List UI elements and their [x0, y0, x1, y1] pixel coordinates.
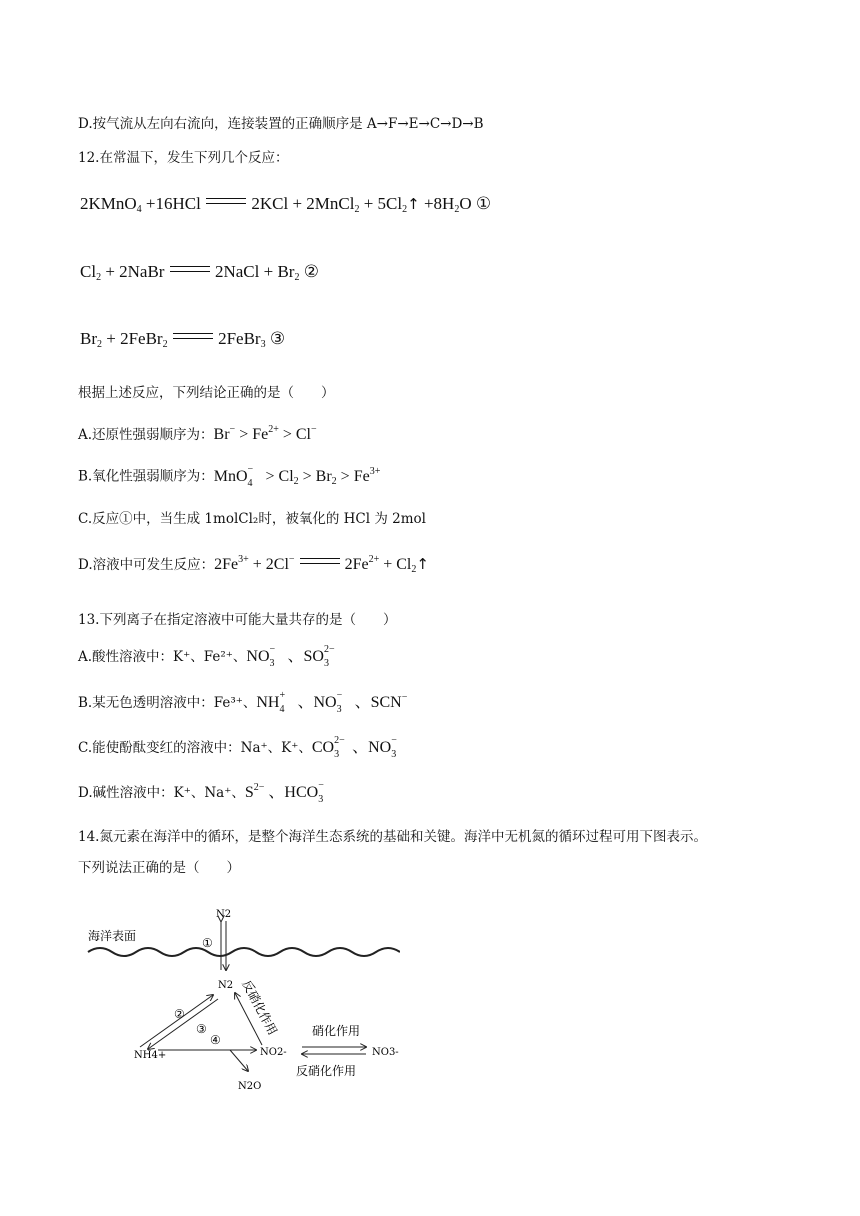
arrow-nh4-to-n2	[140, 995, 213, 1047]
no3-label: NO3-	[372, 1047, 399, 1058]
q12-option-d: D.溶液中可发生反应：$2Fe^{3+} + 2Cl^-$ $2Fe^{2+}$ + $Cl_2↑$	[78, 554, 429, 575]
option-a-label: A.酸性溶液中：K⁺、Fe²⁺、	[78, 649, 247, 665]
q12-option-a: A.还原性强弱顺序为：$Br^- > Fe^{2+} > Cl^-$	[78, 424, 317, 443]
option-a-label: A.还原性强弱顺序为：	[78, 427, 214, 443]
option-b-label: B.氧化性强弱顺序为：	[78, 468, 214, 485]
n2-mid-label: N2	[218, 980, 234, 991]
nh4-label: NH4+	[134, 1050, 167, 1061]
q13-option-a: A.酸性溶液中：K⁺、Fe²⁺、NO − 3 、SO 2− 3	[78, 644, 335, 670]
q14-stem-line-1: 14.氮元素在海洋中的循环，是整个海洋生态系统的基础和关键。海洋中无机氮的循环过程可用下图表示。	[78, 829, 707, 845]
sea-surface-label: 海洋表面	[88, 929, 137, 943]
nitrogen-cycle-diagram	[80, 895, 400, 1100]
arrow-to-n2o	[230, 1050, 248, 1071]
no2-label: NO2-	[260, 1047, 287, 1058]
mark-4: ④	[210, 1033, 221, 1047]
mark-1: ①	[202, 936, 213, 950]
q13-option-b: B.某无色透明溶液中：Fe³⁺、NH + 4 、NO − 3 、SCN−	[78, 690, 408, 716]
mark-3: ③	[196, 1022, 207, 1036]
eq1-mark: ①	[475, 194, 492, 213]
sea-surface-wave	[88, 948, 400, 956]
eq3-mark: ③	[269, 329, 286, 348]
mark-2: ②	[174, 1007, 185, 1021]
q12-equation-3: $Br_2$ + 2FeBr$_2$ 2FeBr$_3$ ③	[80, 329, 286, 350]
nitrification-label: 硝化作用	[312, 1024, 361, 1038]
q11-option-d: D.按气流从左向右流向，连接装置的正确顺序是 A→F→E→C→D→B	[78, 116, 484, 132]
option-d-label: D.溶液中可发生反应：	[78, 557, 215, 573]
q12-equation-1: 2KMnO$_4$ +16HCl 2KCl + 2MnCl$_2$ + $5Cl_2↑ +8H_2O$ ①	[80, 194, 492, 215]
q13-option-d: D.碱性溶液中：K⁺、Na⁺、$S^{2-}$ 、HCO − 3	[78, 780, 324, 806]
q12-option-b: B.氧化性强弱顺序为：MnO − 4 > $Cl_2 > Br_2 > Fe^{3+}$	[78, 464, 381, 489]
option-b-label: B.某无色透明溶液中：Fe³⁺、	[78, 695, 257, 711]
q12-stem: 12.在常温下，发生下列几个反应：	[78, 150, 289, 166]
n2o-label: N2O	[238, 1081, 262, 1092]
q12-equation-2: $Cl_2$ + 2NaBr 2NaCl + $Br_2$ ②	[80, 262, 319, 283]
q12-option-c: C.反应①中，当生成 1molCl₂时，被氧化的 HCl 为 2mol	[78, 511, 426, 527]
q14-stem-line-2: 下列说法正确的是（ ）	[78, 860, 240, 876]
q13-stem: 13.下列离子在指定溶液中可能大量共存的是（ ）	[78, 612, 397, 628]
denitrification-diagonal-label: 反硝化作用	[239, 977, 280, 1038]
q13-option-c: C.能使酚酞变红的溶液中：Na⁺、K⁺、CO 2− 3 、NO − 3	[78, 735, 397, 761]
eq2-mark: ②	[303, 262, 319, 281]
denitrification-label: 反硝化作用	[296, 1064, 357, 1078]
option-d-label: D.碱性溶液中：K⁺、Na⁺、	[78, 785, 245, 801]
q12-question: 根据上述反应，下列结论正确的是（ ）	[78, 385, 335, 401]
n2-top-label: N2	[216, 909, 232, 920]
option-c-label: C.能使酚酞变红的溶液中：Na⁺、K⁺、	[78, 740, 312, 756]
